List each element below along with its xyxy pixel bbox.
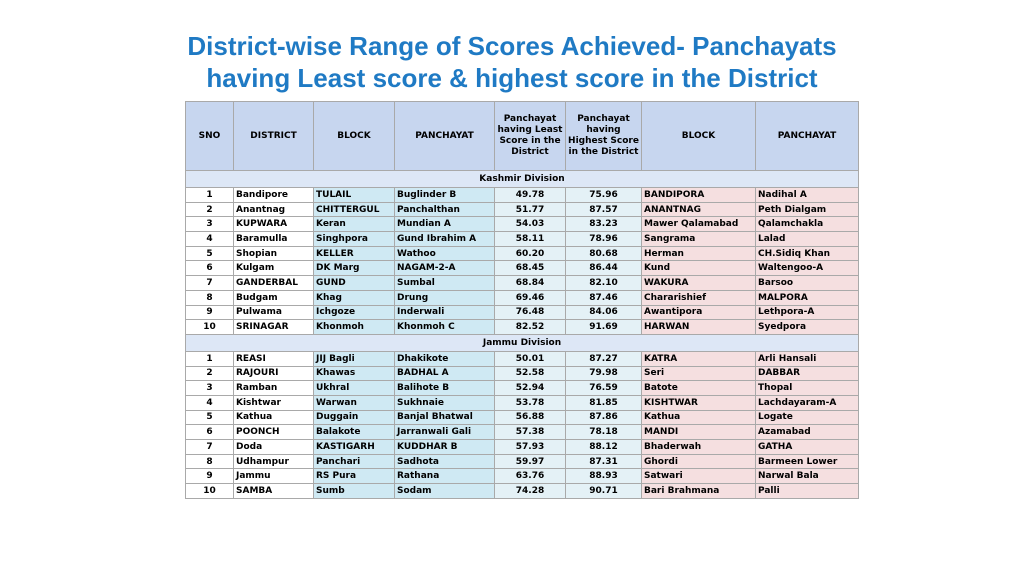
cell-panch1: Buglinder B: [395, 188, 495, 203]
table-row: [186, 351, 859, 366]
cell-highest: 87.86: [566, 410, 642, 425]
cell-block2: Seri: [642, 366, 756, 381]
cell-block1: Duggain: [314, 410, 395, 425]
cell-district: Kulgam: [234, 261, 314, 276]
cell-panch1: Dhakikote: [395, 351, 495, 366]
cell-least: 49.78: [495, 188, 566, 203]
cell-panch1: Khonmoh C: [395, 320, 495, 335]
cell-panch1: Panchalthan: [395, 202, 495, 217]
cell-highest: 82.10: [566, 276, 642, 291]
cell-least: 68.84: [495, 276, 566, 291]
cell-panch2: Waltengoo-A: [756, 261, 859, 276]
cell-district: Udhampur: [234, 454, 314, 469]
cell-least: 50.01: [495, 351, 566, 366]
cell-block1: Sumb: [314, 484, 395, 499]
cell-sno: 1: [186, 188, 234, 203]
cell-district: Shopian: [234, 246, 314, 261]
table-header: [186, 102, 859, 171]
cell-panch2: Lalad: [756, 232, 859, 247]
cell-block2: Bari Brahmana: [642, 484, 756, 499]
cell-district: REASI: [234, 351, 314, 366]
cell-sno: 10: [186, 320, 234, 335]
cell-sno: 6: [186, 261, 234, 276]
cell-sno: 3: [186, 381, 234, 396]
cell-sno: 9: [186, 305, 234, 320]
cell-panch2: Narwal Bala: [756, 469, 859, 484]
division-label: Kashmir Division: [186, 171, 859, 188]
cell-block2: Satwari: [642, 469, 756, 484]
cell-panch2: Syedpora: [756, 320, 859, 335]
cell-highest: 79.98: [566, 366, 642, 381]
cell-panch1: Drung: [395, 290, 495, 305]
cell-block1: Khawas: [314, 366, 395, 381]
cell-sno: 8: [186, 290, 234, 305]
cell-panch1: Sukhnaie: [395, 395, 495, 410]
cell-block1: GUND: [314, 276, 395, 291]
cell-district: GANDERBAL: [234, 276, 314, 291]
cell-sno: 2: [186, 366, 234, 381]
cell-least: 53.78: [495, 395, 566, 410]
table-row: [186, 246, 859, 261]
cell-sno: 5: [186, 246, 234, 261]
table-row: [186, 276, 859, 291]
table-row: [186, 261, 859, 276]
header-highest-score: Panchayat having Highest Score in the District: [566, 102, 642, 171]
cell-panch2: Qalamchakla: [756, 217, 859, 232]
cell-district: Kathua: [234, 410, 314, 425]
cell-block1: Warwan: [314, 395, 395, 410]
cell-panch1: Rathana: [395, 469, 495, 484]
cell-highest: 81.85: [566, 395, 642, 410]
cell-sno: 4: [186, 395, 234, 410]
cell-least: 76.48: [495, 305, 566, 320]
cell-district: Pulwama: [234, 305, 314, 320]
cell-highest: 88.12: [566, 440, 642, 455]
cell-block1: Panchari: [314, 454, 395, 469]
cell-panch1: Jarranwali Gali: [395, 425, 495, 440]
cell-block1: Khag: [314, 290, 395, 305]
cell-block1: KELLER: [314, 246, 395, 261]
cell-block1: Keran: [314, 217, 395, 232]
cell-block2: Bhaderwah: [642, 440, 756, 455]
cell-panch2: Thopal: [756, 381, 859, 396]
cell-block1: Balakote: [314, 425, 395, 440]
cell-block1: CHITTERGUL: [314, 202, 395, 217]
cell-panch2: CH.Sidiq Khan: [756, 246, 859, 261]
cell-least: 57.93: [495, 440, 566, 455]
cell-block2: WAKURA: [642, 276, 756, 291]
cell-panch2: GATHA: [756, 440, 859, 455]
cell-highest: 78.18: [566, 425, 642, 440]
table-row: [186, 232, 859, 247]
cell-least: 63.76: [495, 469, 566, 484]
cell-highest: 76.59: [566, 381, 642, 396]
cell-district: RAJOURI: [234, 366, 314, 381]
cell-panch1: Sadhota: [395, 454, 495, 469]
table-body: [186, 171, 859, 499]
cell-highest: 90.71: [566, 484, 642, 499]
title-line-1: District-wise Range of Scores Achieved- Panchayats: [187, 31, 837, 61]
cell-panch2: Peth Dialgam: [756, 202, 859, 217]
cell-block1: Singhpora: [314, 232, 395, 247]
table-row: [186, 425, 859, 440]
cell-block2: Kathua: [642, 410, 756, 425]
cell-least: 57.38: [495, 425, 566, 440]
cell-block1: DK Marg: [314, 261, 395, 276]
cell-block2: Kund: [642, 261, 756, 276]
header-panchayat: PANCHAYAT: [395, 102, 495, 171]
cell-district: Anantnag: [234, 202, 314, 217]
cell-sno: 7: [186, 276, 234, 291]
table-row: [186, 454, 859, 469]
table-row: [186, 484, 859, 499]
cell-highest: 87.57: [566, 202, 642, 217]
cell-sno: 2: [186, 202, 234, 217]
cell-district: Budgam: [234, 290, 314, 305]
cell-least: 59.97: [495, 454, 566, 469]
cell-least: 60.20: [495, 246, 566, 261]
cell-district: Jammu: [234, 469, 314, 484]
cell-panch1: Gund Ibrahim A: [395, 232, 495, 247]
table-row: [186, 290, 859, 305]
table-row: [186, 217, 859, 232]
cell-block1: Ichgoze: [314, 305, 395, 320]
cell-highest: 86.44: [566, 261, 642, 276]
cell-block2: KATRA: [642, 351, 756, 366]
cell-district: Baramulla: [234, 232, 314, 247]
cell-least: 54.03: [495, 217, 566, 232]
table-row: [186, 395, 859, 410]
cell-highest: 87.31: [566, 454, 642, 469]
title-line-2: having Least score & highest score in the District: [206, 63, 818, 93]
cell-sno: 6: [186, 425, 234, 440]
cell-sno: 8: [186, 454, 234, 469]
cell-panch1: Banjal Bhatwal: [395, 410, 495, 425]
cell-panch1: Wathoo: [395, 246, 495, 261]
cell-block2: KISHTWAR: [642, 395, 756, 410]
cell-block2: BANDIPORA: [642, 188, 756, 203]
cell-panch1: Sodam: [395, 484, 495, 499]
cell-panch2: Palli: [756, 484, 859, 499]
table-row: [186, 469, 859, 484]
cell-highest: 78.96: [566, 232, 642, 247]
cell-least: 56.88: [495, 410, 566, 425]
cell-block1: JIJ Bagli: [314, 351, 395, 366]
cell-least: 74.28: [495, 484, 566, 499]
cell-district: SAMBA: [234, 484, 314, 499]
cell-least: 52.58: [495, 366, 566, 381]
cell-district: SRINAGAR: [234, 320, 314, 335]
cell-least: 68.45: [495, 261, 566, 276]
cell-highest: 87.46: [566, 290, 642, 305]
cell-block2: Sangrama: [642, 232, 756, 247]
cell-block1: RS Pura: [314, 469, 395, 484]
cell-panch1: Balihote B: [395, 381, 495, 396]
table-row: [186, 440, 859, 455]
cell-block1: TULAIL: [314, 188, 395, 203]
cell-block2: MANDI: [642, 425, 756, 440]
cell-panch2: Lachdayaram-A: [756, 395, 859, 410]
cell-panch2: Nadihal A: [756, 188, 859, 203]
cell-sno: 1: [186, 351, 234, 366]
header-panchayat-2: PANCHAYAT: [756, 102, 859, 171]
table-row: [186, 366, 859, 381]
cell-block2: Batote: [642, 381, 756, 396]
cell-district: POONCH: [234, 425, 314, 440]
cell-block2: Chararishief: [642, 290, 756, 305]
header-block: BLOCK: [314, 102, 395, 171]
division-row: [186, 334, 859, 351]
cell-sno: 10: [186, 484, 234, 499]
cell-district: Kishtwar: [234, 395, 314, 410]
cell-highest: 83.23: [566, 217, 642, 232]
table-row: [186, 410, 859, 425]
scores-table: [185, 101, 859, 499]
cell-district: Bandipore: [234, 188, 314, 203]
cell-block1: Khonmoh: [314, 320, 395, 335]
cell-panch2: DABBAR: [756, 366, 859, 381]
header-sno: SNO: [186, 102, 234, 171]
cell-block1: KASTIGARH: [314, 440, 395, 455]
cell-panch2: Azamabad: [756, 425, 859, 440]
cell-block2: HARWAN: [642, 320, 756, 335]
table-row: [186, 381, 859, 396]
cell-highest: 84.06: [566, 305, 642, 320]
header-block-2: BLOCK: [642, 102, 756, 171]
cell-block2: Awantipora: [642, 305, 756, 320]
cell-least: 69.46: [495, 290, 566, 305]
division-row: [186, 171, 859, 188]
cell-panch1: KUDDHAR B: [395, 440, 495, 455]
cell-least: 58.11: [495, 232, 566, 247]
cell-sno: 3: [186, 217, 234, 232]
cell-highest: 87.27: [566, 351, 642, 366]
cell-panch1: BADHAL A: [395, 366, 495, 381]
cell-block2: ANANTNAG: [642, 202, 756, 217]
table-row: [186, 305, 859, 320]
cell-panch2: Barsoo: [756, 276, 859, 291]
cell-block2: Ghordi: [642, 454, 756, 469]
cell-highest: 75.96: [566, 188, 642, 203]
cell-panch2: Arli Hansali: [756, 351, 859, 366]
cell-panch1: Inderwali: [395, 305, 495, 320]
page-title: [0, 30, 1024, 94]
cell-district: Ramban: [234, 381, 314, 396]
cell-sno: 7: [186, 440, 234, 455]
cell-sno: 4: [186, 232, 234, 247]
cell-least: 51.77: [495, 202, 566, 217]
cell-panch2: MALPORA: [756, 290, 859, 305]
cell-panch1: Mundian A: [395, 217, 495, 232]
division-label: Jammu Division: [186, 334, 859, 351]
table-row: [186, 202, 859, 217]
header-least-score: Panchayat having Least Score in the District: [495, 102, 566, 171]
cell-panch2: Lethpora-A: [756, 305, 859, 320]
table-row: [186, 320, 859, 335]
cell-highest: 91.69: [566, 320, 642, 335]
cell-least: 82.52: [495, 320, 566, 335]
cell-highest: 88.93: [566, 469, 642, 484]
cell-panch1: Sumbal: [395, 276, 495, 291]
cell-district: KUPWARA: [234, 217, 314, 232]
cell-sno: 9: [186, 469, 234, 484]
cell-panch1: NAGAM-2-A: [395, 261, 495, 276]
cell-sno: 5: [186, 410, 234, 425]
cell-least: 52.94: [495, 381, 566, 396]
cell-block1: Ukhral: [314, 381, 395, 396]
cell-district: Doda: [234, 440, 314, 455]
cell-panch2: Logate: [756, 410, 859, 425]
cell-block2: Herman: [642, 246, 756, 261]
cell-block2: Mawer Qalamabad: [642, 217, 756, 232]
table-row: [186, 188, 859, 203]
cell-panch2: Barmeen Lower: [756, 454, 859, 469]
cell-highest: 80.68: [566, 246, 642, 261]
header-district: DISTRICT: [234, 102, 314, 171]
